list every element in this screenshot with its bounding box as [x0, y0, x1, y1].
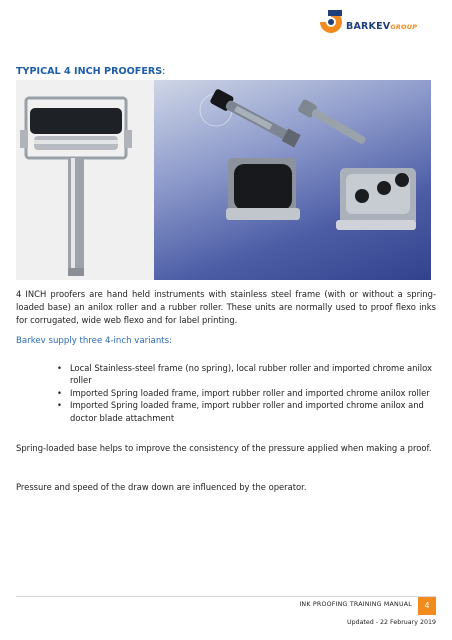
page-number-badge: 4: [418, 597, 436, 615]
variants-subheading: Barkev supply three 4-inch variants:: [16, 336, 173, 346]
footer-divider: [16, 596, 436, 597]
proofer-photo-right: [154, 80, 431, 280]
logo-group: GROUP: [390, 23, 418, 31]
section-title: [16, 66, 165, 77]
proofer-photo-left: [16, 80, 154, 280]
footer-manual-title: INK PROOFING TRAINING MANUAL: [299, 601, 412, 608]
barkev-logo: [316, 8, 436, 36]
variant-item: • Imported Spring loaded frame, import rubber roller and imported chrome anilox and doctor blade attachment: [70, 399, 438, 424]
pressure-paragraph: Pressure and speed of the draw down are influenced by the operator.: [16, 482, 307, 492]
intro-paragraph: 4 INCH proofers are hand held instruments with stainless steel frame (with or without a spring-loaded base) an anilox roller and a rubber roller. These units are normally used to proof flexo inks for corrugated, wide web flexo and for label printing.: [16, 289, 436, 325]
proofer-illustration-left: [16, 80, 154, 280]
variant-item: • Local Stainless-steel frame (no spring), local rubber roller and imported chrome anilox roller: [70, 362, 438, 387]
logo-name: BARKEV: [346, 21, 391, 32]
barkev-logo-icon: [316, 8, 350, 36]
footer-updated-date: Updated - 22 February 2019: [346, 619, 436, 626]
variant-item: • Imported Spring loaded frame, import rubber roller and imported chrome anilox roller: [70, 387, 438, 399]
proofer-illustration-right: [154, 80, 431, 280]
variants-list: [56, 362, 438, 424]
logo-wordmark: [346, 21, 417, 32]
section-title-text: TYPICAL 4 INCH PROOFERS: [16, 66, 163, 77]
section-title-colon: :: [162, 66, 166, 77]
spring-paragraph: Spring-loaded base helps to improve the consistency of the pressure applied when making a proof.: [16, 443, 432, 453]
